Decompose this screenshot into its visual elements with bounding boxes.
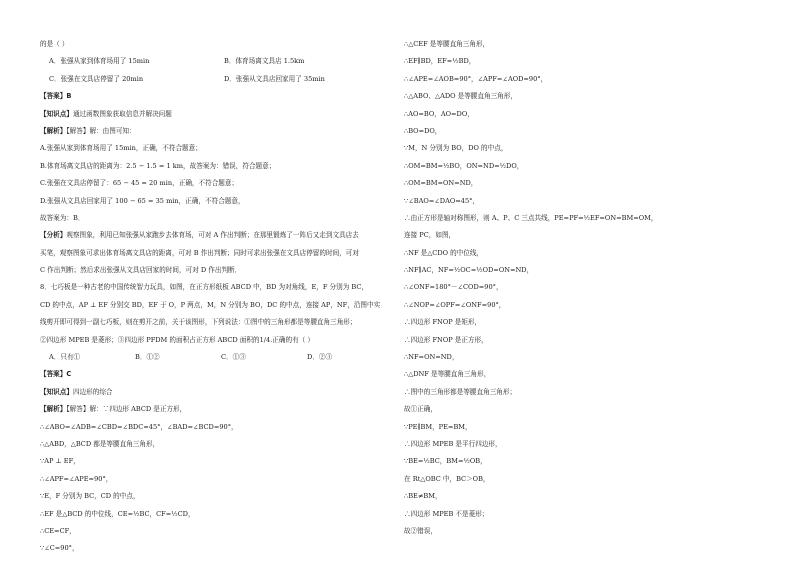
proof-line: ∴四边形 MPEB 不是菱形； xyxy=(404,509,489,518)
q7-option-b: B．体育场离文具店 1.5km xyxy=(224,57,305,66)
q7-analysis-line: A.张强从家到体育场用了 15min，正确，不符合题意； xyxy=(40,144,202,153)
q7-option-a: A．张强从家到体育场用了 15min xyxy=(49,57,150,66)
proof-line: ∴四边形 FNOP 是矩形， xyxy=(404,318,482,327)
proof-line: ∴OM=BM=½BO，ON=ND=½DO， xyxy=(404,161,524,170)
proof-line: ∴四边形 FNOP 是正方形， xyxy=(404,335,488,344)
q8-analysis-line: ∴∠ABO=∠ADB=∠CBD=∠BDC=45°，∠BAD=∠BCD=90°， xyxy=(40,422,238,431)
q7-kp-tag: 【知识点】 xyxy=(40,109,73,118)
q8-option-b: B．①② xyxy=(135,353,160,362)
q7-analysis-line: C.张强在文具店停留了：65 − 45 = 20 min，正确，不符合题意； xyxy=(40,179,239,188)
q7-answer-tag: 【答案】 xyxy=(40,92,67,101)
proof-line: ∴∠NOP=∠OPF=∠ONF=90°， xyxy=(404,300,506,309)
q8-analysis-line: ∵∠C=90°， xyxy=(40,544,79,553)
q8-answer-tag: 【答案】 xyxy=(40,370,67,379)
proof-line: ∴AO=BO，AO=DO， xyxy=(404,109,474,118)
proof-line: ∴△ABO、△ADO 是等腰直角三角形， xyxy=(404,92,517,101)
q8-option-a: A．只有① xyxy=(49,353,81,362)
proof-line: ∴四边形 MPEB 是平行四边形， xyxy=(404,439,502,448)
q7-analysis-text: 【解答】解：由图可知： xyxy=(66,126,136,135)
proof-line: ∴图中的三角形都是等腰直角三角形； xyxy=(404,387,517,396)
q8-option-d: D．②③ xyxy=(307,353,333,362)
q8-analysis-line: ∴△ABD，△BCD 都是等腰直角三角形， xyxy=(40,439,160,448)
q8-kp-text: 四边形的综合 xyxy=(72,387,113,396)
q8-answer xyxy=(40,366,384,383)
q7-knowledge-point xyxy=(40,106,384,123)
q7-fenxi-line-1 xyxy=(40,227,384,244)
proof-line: ∵PE∥BM，PE=BM， xyxy=(404,422,472,431)
proof-line: 故②错误， xyxy=(404,526,437,535)
proof-line: ∴BO=DO， xyxy=(404,126,442,135)
proof-line: ∴由正方形是轴对称图形，则 A、P、C 三点共线，PE=PF=½EF=ON=BM=OM， xyxy=(404,213,658,222)
q8-option-c: C．①③ xyxy=(221,353,246,362)
q7-fenxi-tag: 【分析】 xyxy=(40,231,67,240)
q8-answer-value: C xyxy=(66,370,72,379)
q7-answer xyxy=(40,88,384,105)
q7-options-row-1 xyxy=(40,53,384,70)
proof-line: ∴NF 是△CDO 的中位线， xyxy=(404,248,484,257)
q7-fenxi-line: 买笔，观察图象可求出体育场离文具店的距离，可对 B 作出判断；同时可求出张强在文具店停留的时间，可对 xyxy=(40,248,359,257)
q8-analysis-line: ∵E，F 分别为 BC，CD 的中点， xyxy=(40,492,140,501)
proof-line: ∴∠APE=∠AOB=90°，∠APF=∠AOD=90°， xyxy=(404,74,548,83)
proof-line: 在 Rt△OBC 中，BC＞OB， xyxy=(404,474,490,483)
q7-option-c: C．张强在文具店停留了 20min xyxy=(49,74,144,83)
proof-line: ∴△DNF 是等腰直角三角形， xyxy=(404,370,491,379)
q7-answer-value: B xyxy=(66,92,72,101)
proof-line: ∴NF∥AC，NF=½OC=½OD=ON=ND， xyxy=(404,266,534,275)
left-column xyxy=(40,36,384,558)
q8-analysis-text: 【解答】解：∵四边形 ABCD 是正方形， xyxy=(66,405,187,414)
q8-kp-tag: 【知识点】 xyxy=(40,387,73,396)
proof-line: 连接 PC，如图， xyxy=(404,231,456,240)
q8-analysis-tag: 【解析】 xyxy=(40,405,67,414)
q8-question-line: 8．七巧板是一种古老的中国传统智力玩具，如图，在正方形纸板 ABCD 中，BD 为对角线，E，F 分别为 BC， xyxy=(40,283,369,292)
right-column xyxy=(404,36,748,540)
q7-question-tail: 的是（ ） xyxy=(40,40,69,48)
q8-options-row xyxy=(40,349,384,366)
proof-line: ∴OM=BM=ON=ND， xyxy=(404,179,478,188)
q8-question-line: 线剪开即可得到一副七巧板，则在剪开之前，关于该图形，下列说法：①图中的三角形都是等腰直角三角形； xyxy=(40,318,357,327)
proof-line: ∴EF∥BD，EF=½BD， xyxy=(404,57,476,66)
q7-analysis-line: D.张强从文具店回家用了 100 − 65 = 35 min，正确，不符合题意， xyxy=(40,196,245,205)
q8-analysis-line: ∴EF 是△BCD 的中位线，CE=½BC，CF=½CD， xyxy=(40,509,195,518)
proof-line: ∴NF=ON=ND， xyxy=(404,353,459,362)
q7-fenxi-line: C 作出判断；然后求出张强从文具店回家的时间，可对 D 作出判断． xyxy=(40,266,242,275)
q7-analysis-tag: 【解析】 xyxy=(40,126,67,135)
proof-line: ∴△CEF 是等腰直角三角形， xyxy=(404,40,490,48)
q8-analysis-line: ∴∠APF=∠APE=90°， xyxy=(40,474,113,483)
proof-line: ∵BE=½BC，BM=½OB， xyxy=(404,457,487,466)
q7-fenxi-text: 观察图象，利用已知张强从家跑步去体育场，可对 A 作出判断；在那里锻炼了一阵后又走到文具店去 xyxy=(66,231,359,240)
proof-line: ∴BE≠BM， xyxy=(404,492,442,501)
q7-kp-text: 通过函数图象获取信息并解决问题 xyxy=(72,109,172,118)
q7-analysis-line: 故答案为：B． xyxy=(40,213,85,222)
q7-option-d: D．张强从文具店回家用了 35min xyxy=(224,74,325,83)
q7-analysis-line-1 xyxy=(40,123,384,140)
q7-analysis-line: B.体育场离文具店的距离为：2.5 − 1.5 = 1 km，故答案为：错误，符合题意； xyxy=(40,161,276,170)
q8-knowledge-point xyxy=(40,384,384,401)
proof-line: ∴∠ONF=180°－∠COD=90°， xyxy=(404,283,503,292)
q8-analysis-line: ∵AP ⊥ EF， xyxy=(40,457,80,466)
proof-line: ∵M，N 分别为 BO，DO 的中点， xyxy=(404,144,508,153)
proof-line: ∵∠BAO=∠DAO=45°， xyxy=(404,196,480,205)
q8-analysis-line-1 xyxy=(40,401,384,418)
q8-question-line: CD 的中点，AP ⊥ EF 分别交 BD，EF 于 O，P 两点，M，N 分别为 BO，DC 的中点，连接 AP，NF，沿图中实 xyxy=(40,300,381,309)
proof-line: 故①正确， xyxy=(404,405,437,414)
q8-analysis-line: ∴CE=CF， xyxy=(40,526,76,535)
q7-options-row-2 xyxy=(40,71,384,88)
q8-question-line: ②四边形 MPEB 是菱形；③四边形 PFDM 的面积占正方形 ABCD 面积的1/4.正确的有（ ） xyxy=(40,335,314,344)
